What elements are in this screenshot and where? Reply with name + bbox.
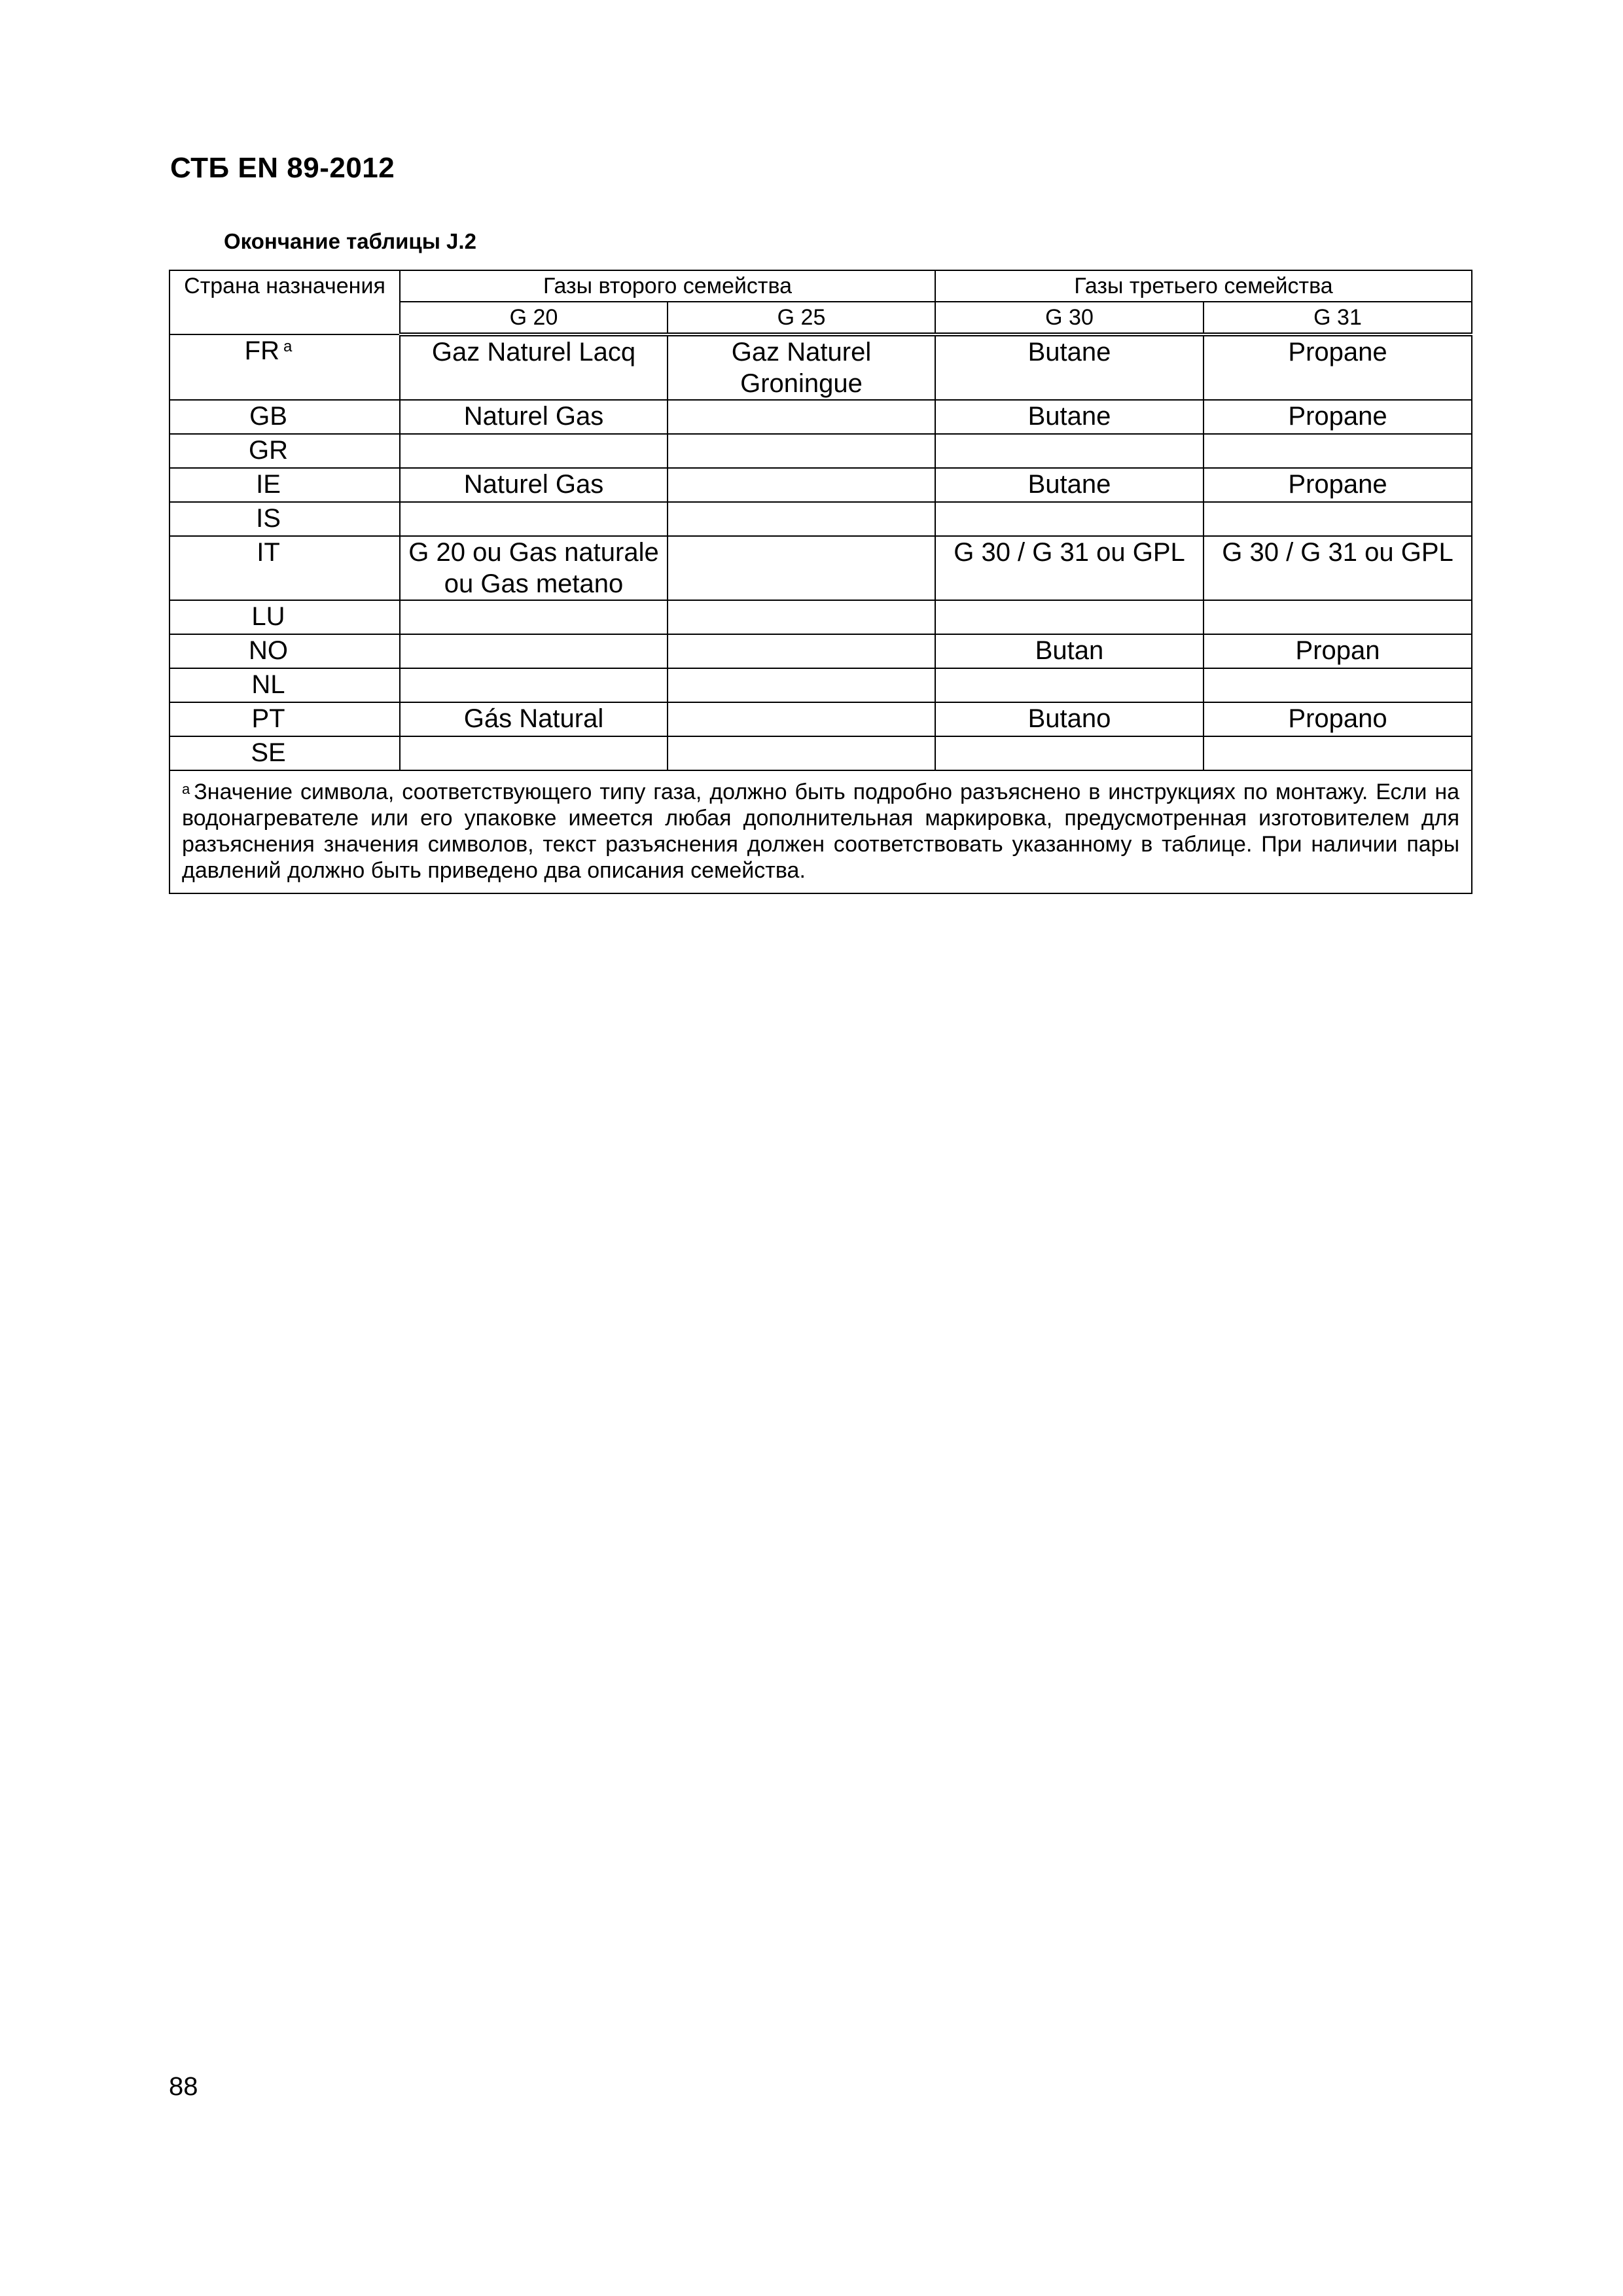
table-row (169, 634, 1472, 668)
g31-cell (1204, 668, 1472, 702)
g20-cell (400, 600, 668, 634)
country-cell: SE (169, 736, 400, 770)
g31-cell: Propane (1204, 468, 1472, 502)
country-cell: GR (169, 434, 400, 468)
country-cell: NO (169, 634, 400, 668)
g30-cell: Butane (935, 468, 1204, 502)
country-cell: IE (169, 468, 400, 502)
country-header: Страна назначения (169, 270, 400, 334)
country-cell (169, 334, 400, 400)
g20-cell (400, 634, 668, 668)
g20-cell (400, 434, 668, 468)
g30-cell: G 30 / G 31 ou GPL (935, 536, 1204, 600)
country-cell: IT (169, 536, 400, 600)
g30-cell: Butan (935, 634, 1204, 668)
g20-cell (400, 502, 668, 536)
table-row (169, 702, 1472, 736)
g25-cell (668, 702, 935, 736)
g30-cell (935, 502, 1204, 536)
g20-cell: Naturel Gas (400, 468, 668, 502)
g25-cell (668, 502, 935, 536)
table-row (169, 468, 1472, 502)
g20-cell: G 20 ou Gas naturale ou Gas metano (400, 536, 668, 600)
second-family-header: Газы второго семейства (400, 270, 935, 302)
g20-cell (400, 668, 668, 702)
g20-cell: Gaz Naturel Lacq (400, 334, 668, 400)
g31-cell: Propane (1204, 334, 1472, 400)
gas-column-g25: G 25 (668, 302, 935, 334)
country-cell: NL (169, 668, 400, 702)
country-cell: LU (169, 600, 400, 634)
country-code: FR (244, 336, 279, 365)
table-caption: Окончание таблицы J.2 (224, 229, 476, 253)
g31-cell: G 30 / G 31 ou GPL (1204, 536, 1472, 600)
g25-cell (668, 468, 935, 502)
g31-cell (1204, 502, 1472, 536)
table-row (169, 434, 1472, 468)
page-number: 88 (169, 2072, 198, 2101)
gas-names-table (169, 270, 1472, 894)
g30-cell: Butano (935, 702, 1204, 736)
g31-cell (1204, 600, 1472, 634)
table-row (169, 736, 1472, 770)
document-header: СТБ EN 89-2012 (170, 152, 395, 184)
footnote-marker: a (182, 781, 190, 797)
g25-cell (668, 434, 935, 468)
footnote-text: Значение символа, соответствующего типу газа, должно быть подробно разъяснено в инструкциях по монтажу. Если на водонагревателе или его упаковке имеется любая дополнительная маркировка, предусмотренная изготовителем для разъяснения значения символов, текст разъяснения должен соответствовать указанному в таблице. При наличии пары давлений должно быть приведено два описания семейства. (182, 780, 1460, 883)
third-family-header: Газы третьего семейства (935, 270, 1472, 302)
g25-cell: Gaz Naturel Groningue (668, 334, 935, 400)
g31-cell: Propan (1204, 634, 1472, 668)
gas-column-g20: G 20 (400, 302, 668, 334)
g25-cell (668, 536, 935, 600)
g30-cell: Butane (935, 334, 1204, 400)
g31-cell: Propane (1204, 400, 1472, 434)
footnote-marker: a (283, 338, 293, 355)
g30-cell: Butane (935, 400, 1204, 434)
table-row (169, 502, 1472, 536)
g30-cell (935, 600, 1204, 634)
g25-cell (668, 634, 935, 668)
country-cell: IS (169, 502, 400, 536)
g20-cell: Gás Natural (400, 702, 668, 736)
table-row (169, 668, 1472, 702)
table-footnote (169, 770, 1472, 893)
country-cell: PT (169, 702, 400, 736)
g31-cell: Propano (1204, 702, 1472, 736)
table-row (169, 400, 1472, 434)
table-row (169, 600, 1472, 634)
g30-cell (935, 736, 1204, 770)
gas-column-g31: G 31 (1204, 302, 1472, 334)
gas-column-g30: G 30 (935, 302, 1204, 334)
table-row (169, 536, 1472, 600)
g31-cell (1204, 434, 1472, 468)
g25-cell (668, 668, 935, 702)
country-cell: GB (169, 400, 400, 434)
g31-cell (1204, 736, 1472, 770)
g25-cell (668, 736, 935, 770)
g20-cell: Naturel Gas (400, 400, 668, 434)
g20-cell (400, 736, 668, 770)
footnote-row (169, 770, 1472, 893)
table-row (169, 334, 1472, 400)
g25-cell (668, 600, 935, 634)
g30-cell (935, 434, 1204, 468)
g30-cell (935, 668, 1204, 702)
g25-cell (668, 400, 935, 434)
